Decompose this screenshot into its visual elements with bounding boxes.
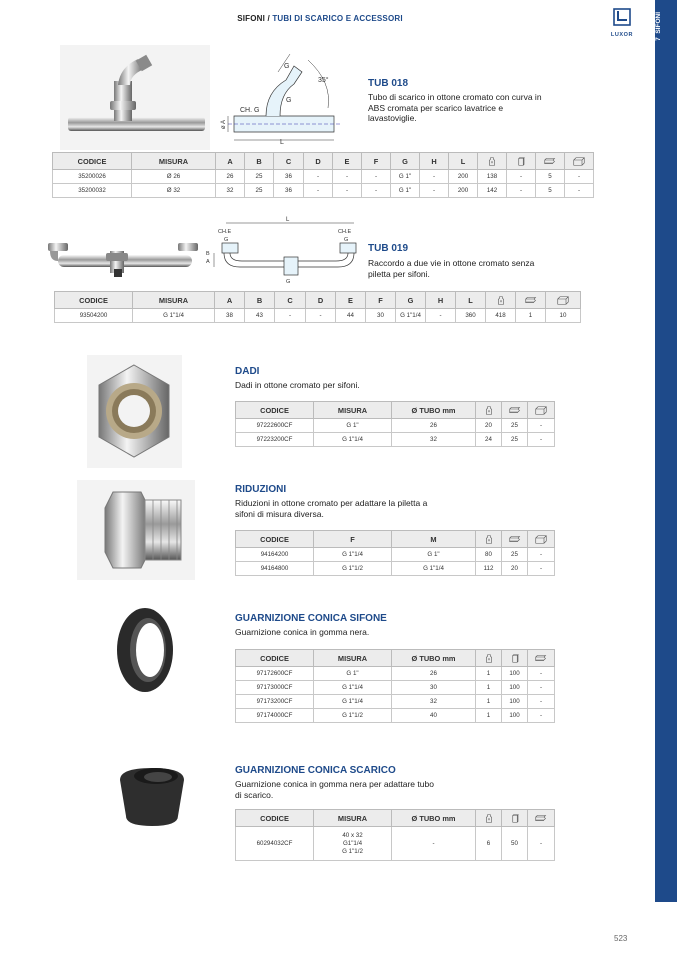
tub019-dim-che-right: CH.E xyxy=(338,229,352,235)
page-header xyxy=(0,14,640,23)
col-h: H xyxy=(426,292,456,309)
cell: - xyxy=(507,170,536,184)
guarnizione-scarico-title: GUARNIZIONE CONICA SCARICO xyxy=(235,765,396,776)
page-number: 523 xyxy=(614,934,628,943)
col-l: L xyxy=(456,292,486,309)
cell: G 1"1/2 xyxy=(314,562,392,576)
cell: 97174000CF xyxy=(236,709,314,723)
tub018-description: Tubo di scarico in ottone cromato con curva in ABS cromata per scarico lavatrice e lavastoviglie. xyxy=(368,92,542,123)
cell: 360 xyxy=(456,309,486,323)
carton-icon xyxy=(546,292,581,309)
tub019-image xyxy=(44,225,204,285)
cell: 6 xyxy=(476,827,502,861)
cell: - xyxy=(507,184,536,198)
tub019-dim-a: A xyxy=(206,259,210,265)
box-icon xyxy=(502,810,528,827)
dadi-photo xyxy=(87,355,182,468)
cell: 80 xyxy=(476,548,502,562)
col-codice: CODICE xyxy=(236,650,314,667)
col-c: C xyxy=(275,292,306,309)
guarnizione-sifone-description: Guarnizione conica in gomma nera. xyxy=(235,627,370,637)
cell: G 1"1/4 xyxy=(392,562,476,576)
riduzioni-table-header xyxy=(236,531,555,548)
cell: - xyxy=(528,709,555,723)
tub018-dim-a: ø A xyxy=(221,119,227,129)
bag-icon xyxy=(478,153,507,170)
cell: 40 xyxy=(392,709,476,723)
cell: 94164800 xyxy=(236,562,314,576)
brand-logo xyxy=(604,8,640,38)
cell: 100 xyxy=(502,681,528,695)
misura-line: G1"1/4 xyxy=(342,839,363,847)
cell: 26 xyxy=(392,419,476,433)
misura-line: 40 x 32 xyxy=(342,831,363,839)
cell: 1 xyxy=(476,695,502,709)
cell: 25 xyxy=(502,433,528,447)
guarnizione-scarico-table-header xyxy=(236,810,555,827)
cell: 200 xyxy=(449,170,478,184)
dadi-table xyxy=(235,401,555,447)
cell: G 1" xyxy=(314,667,392,681)
cell: 100 xyxy=(502,695,528,709)
dadi-table-header xyxy=(236,402,555,419)
table-row xyxy=(53,170,594,184)
col-a: A xyxy=(216,153,245,170)
col-l: L xyxy=(449,153,478,170)
cell: 38 xyxy=(215,309,245,323)
sidebar-text: SIFONI xyxy=(655,12,662,34)
col-e: E xyxy=(336,292,366,309)
cell: G 1"1/4 xyxy=(396,309,426,323)
cell: - xyxy=(275,309,306,323)
cell: 26 xyxy=(392,667,476,681)
cell: G 1" xyxy=(392,548,476,562)
cell: G 1"1/2 xyxy=(314,709,392,723)
cell: 97172600CF xyxy=(236,667,314,681)
luxor-logo-icon xyxy=(613,8,631,26)
cell: G 1"1/4 xyxy=(314,433,392,447)
cell: - xyxy=(528,419,555,433)
cell: 5 xyxy=(536,170,565,184)
cell: 94164200 xyxy=(236,548,314,562)
cell: - xyxy=(362,184,391,198)
cell: 24 xyxy=(476,433,502,447)
cell: - xyxy=(306,309,336,323)
tub019-dim-b: B xyxy=(206,251,210,257)
cell: 93504200 xyxy=(55,309,133,323)
cell: - xyxy=(528,562,555,576)
tub018-image xyxy=(60,45,210,150)
tub019-dim-g-bottom: G xyxy=(286,279,291,285)
bag-icon xyxy=(486,292,516,309)
cell: 142 xyxy=(478,184,507,198)
cell: - xyxy=(528,681,555,695)
cell: G 1"1/4 xyxy=(314,681,392,695)
table-row xyxy=(236,695,555,709)
pack-icon xyxy=(528,810,555,827)
cell: Ø 26 xyxy=(132,170,216,184)
col-misura: MISURA xyxy=(314,810,392,827)
table-row xyxy=(53,184,594,198)
cell: 36 xyxy=(274,170,304,184)
guarnizione-sifone-table-header xyxy=(236,650,555,667)
cell: 100 xyxy=(502,709,528,723)
cell: 97222600CF xyxy=(236,419,314,433)
cell: 20 xyxy=(476,419,502,433)
tub018-table xyxy=(52,152,594,198)
tub019-table-header xyxy=(55,292,581,309)
col-codice: CODICE xyxy=(236,810,314,827)
col-tubo: Ø TUBO mm xyxy=(392,650,476,667)
dadi-description: Dadi in ottone cromato per sifoni. xyxy=(235,380,360,390)
cell: 418 xyxy=(486,309,516,323)
bag-icon xyxy=(476,650,502,667)
carton-icon xyxy=(528,402,555,419)
cell: G 1" xyxy=(391,184,420,198)
pack-icon xyxy=(536,153,565,170)
col-g: G xyxy=(391,153,420,170)
cell: - xyxy=(565,184,594,198)
guarnizione-sifone-table xyxy=(235,649,555,723)
col-g: G xyxy=(396,292,426,309)
riduzioni-title: RIDUZIONI xyxy=(235,484,287,495)
cell: 20 xyxy=(502,562,528,576)
col-f: F xyxy=(362,153,391,170)
table-row xyxy=(236,419,555,433)
sidebar-chapter: 7 xyxy=(655,37,662,41)
box-icon xyxy=(507,153,536,170)
dadi-image xyxy=(87,355,182,468)
cell: 36 xyxy=(274,184,304,198)
col-misura: MISURA xyxy=(314,402,392,419)
cell: 10 xyxy=(546,309,581,323)
tub019-dim-g-left: G xyxy=(224,237,229,243)
col-misura: MISURA xyxy=(314,650,392,667)
cell: 200 xyxy=(449,184,478,198)
cell: 26 xyxy=(216,170,245,184)
cell: 1 xyxy=(476,681,502,695)
guarnizione-sifone-photo xyxy=(110,600,180,700)
table-row xyxy=(236,548,555,562)
cell: 5 xyxy=(536,184,565,198)
tub018-dim-l: L xyxy=(280,139,284,146)
col-misura: MISURA xyxy=(132,153,216,170)
bag-icon xyxy=(476,531,502,548)
cell: - xyxy=(333,184,362,198)
guarnizione-scarico-description: Guarnizione conica in gomma nera per adattare tubo di scarico. xyxy=(235,779,434,800)
cell: - xyxy=(333,170,362,184)
cell: G 1"1/4 xyxy=(314,548,392,562)
tub018-title: TUB 018 xyxy=(368,78,409,89)
table-row xyxy=(236,681,555,695)
brand-name: LUXOR xyxy=(610,32,634,38)
cell: G 1"1/4 xyxy=(133,309,215,323)
header-separator: / xyxy=(265,14,273,23)
table-row xyxy=(236,667,555,681)
cell: - xyxy=(420,184,449,198)
header-section: SIFONI xyxy=(237,14,266,23)
pack-icon xyxy=(528,650,555,667)
tub019-dim-g-right: G xyxy=(344,237,349,243)
misura-cell xyxy=(314,827,392,861)
misura-line: G 1"1/2 xyxy=(342,847,363,855)
riduzioni-table xyxy=(235,530,555,576)
pack-icon xyxy=(502,402,528,419)
cell: 1 xyxy=(516,309,546,323)
carton-icon xyxy=(528,531,555,548)
col-m: M xyxy=(392,531,476,548)
guarnizione-scarico-image xyxy=(112,760,194,832)
cell: - xyxy=(528,548,555,562)
pack-icon xyxy=(502,531,528,548)
cell: 35200032 xyxy=(53,184,132,198)
chapter-sidebar xyxy=(655,0,677,902)
col-f: F xyxy=(366,292,396,309)
riduzioni-image xyxy=(77,480,195,580)
cell: - xyxy=(528,433,555,447)
cell: 100 xyxy=(502,667,528,681)
table-row xyxy=(236,562,555,576)
guarnizione-scarico-photo xyxy=(112,760,194,832)
cell: 97173000CF xyxy=(236,681,314,695)
tub019-description: Raccordo a due vie in ottone cromato senza piletta per sifoni. xyxy=(368,258,535,279)
cell: - xyxy=(565,170,594,184)
cell: 50 xyxy=(502,827,528,861)
col-d: D xyxy=(304,153,333,170)
cell: - xyxy=(392,827,476,861)
col-h: H xyxy=(420,153,449,170)
tub019-table xyxy=(54,291,581,323)
cell: 30 xyxy=(366,309,396,323)
tub018-photo xyxy=(60,45,210,150)
cell: G 1" xyxy=(391,170,420,184)
col-codice: CODICE xyxy=(236,402,314,419)
tub018-table-header xyxy=(53,153,594,170)
dadi-title: DADI xyxy=(235,366,260,377)
cell: 25 xyxy=(502,419,528,433)
cell: 32 xyxy=(216,184,245,198)
cell: 32 xyxy=(392,695,476,709)
col-codice: CODICE xyxy=(236,531,314,548)
cell: - xyxy=(304,170,333,184)
tub018-dim-angle: 35° xyxy=(318,77,329,84)
box-icon xyxy=(502,650,528,667)
cell: 25 xyxy=(245,184,274,198)
cell: - xyxy=(528,667,555,681)
cell: - xyxy=(528,827,555,861)
cell: G 1"1/4 xyxy=(314,695,392,709)
cell: 1 xyxy=(476,709,502,723)
cell: 25 xyxy=(502,548,528,562)
cell: 30 xyxy=(392,681,476,695)
sidebar-label xyxy=(655,12,677,41)
col-f: F xyxy=(314,531,392,548)
cell: G 1" xyxy=(314,419,392,433)
cell: - xyxy=(528,695,555,709)
cell: 97223200CF xyxy=(236,433,314,447)
tub018-dim-g-top: G xyxy=(284,63,290,70)
col-b: B xyxy=(245,292,275,309)
col-misura: MISURA xyxy=(133,292,215,309)
riduzioni-photo xyxy=(77,480,195,580)
tub018-dim-chg: CH. G xyxy=(240,107,260,114)
col-codice: CODICE xyxy=(55,292,133,309)
pack-icon xyxy=(516,292,546,309)
guarnizione-sifone-title: GUARNIZIONE CONICA SIFONE xyxy=(235,613,387,624)
table-row xyxy=(236,827,555,861)
cell: - xyxy=(362,170,391,184)
cell: - xyxy=(304,184,333,198)
guarnizione-scarico-table xyxy=(235,809,555,861)
bag-icon xyxy=(476,402,502,419)
cell: 43 xyxy=(245,309,275,323)
cell: 138 xyxy=(478,170,507,184)
carton-icon xyxy=(565,153,594,170)
guarnizione-sifone-image xyxy=(110,600,180,700)
col-c: C xyxy=(274,153,304,170)
tub019-dim-l: L xyxy=(286,217,290,223)
col-tubo: Ø TUBO mm xyxy=(392,402,476,419)
cell: 60294032CF xyxy=(236,827,314,861)
tub019-title: TUB 019 xyxy=(368,243,409,254)
cell: 1 xyxy=(476,667,502,681)
table-row xyxy=(236,433,555,447)
table-row xyxy=(55,309,581,323)
tub019-dim-che-left: CH.E xyxy=(218,229,232,235)
cell: 32 xyxy=(392,433,476,447)
cell: Ø 32 xyxy=(132,184,216,198)
header-subsection: TUBI DI SCARICO E ACCESSORI xyxy=(272,14,403,23)
cell: 35200026 xyxy=(53,170,132,184)
col-e: E xyxy=(333,153,362,170)
cell: - xyxy=(426,309,456,323)
cell: 112 xyxy=(476,562,502,576)
table-row xyxy=(236,709,555,723)
cell: 25 xyxy=(245,170,274,184)
col-b: B xyxy=(245,153,274,170)
col-codice: CODICE xyxy=(53,153,132,170)
cell: 97173200CF xyxy=(236,695,314,709)
tub019-photo xyxy=(44,225,204,285)
bag-icon xyxy=(476,810,502,827)
tub019-diagram xyxy=(204,215,354,287)
tub018-dim-g: G xyxy=(286,97,292,104)
col-tubo: Ø TUBO mm xyxy=(392,810,476,827)
riduzioni-description: Riduzioni in ottone cromato per adattare la piletta a sifoni di misura diversa. xyxy=(235,498,428,519)
cell: - xyxy=(420,170,449,184)
tub018-diagram xyxy=(222,52,352,147)
cell: 44 xyxy=(336,309,366,323)
col-a: A xyxy=(215,292,245,309)
col-d: D xyxy=(306,292,336,309)
